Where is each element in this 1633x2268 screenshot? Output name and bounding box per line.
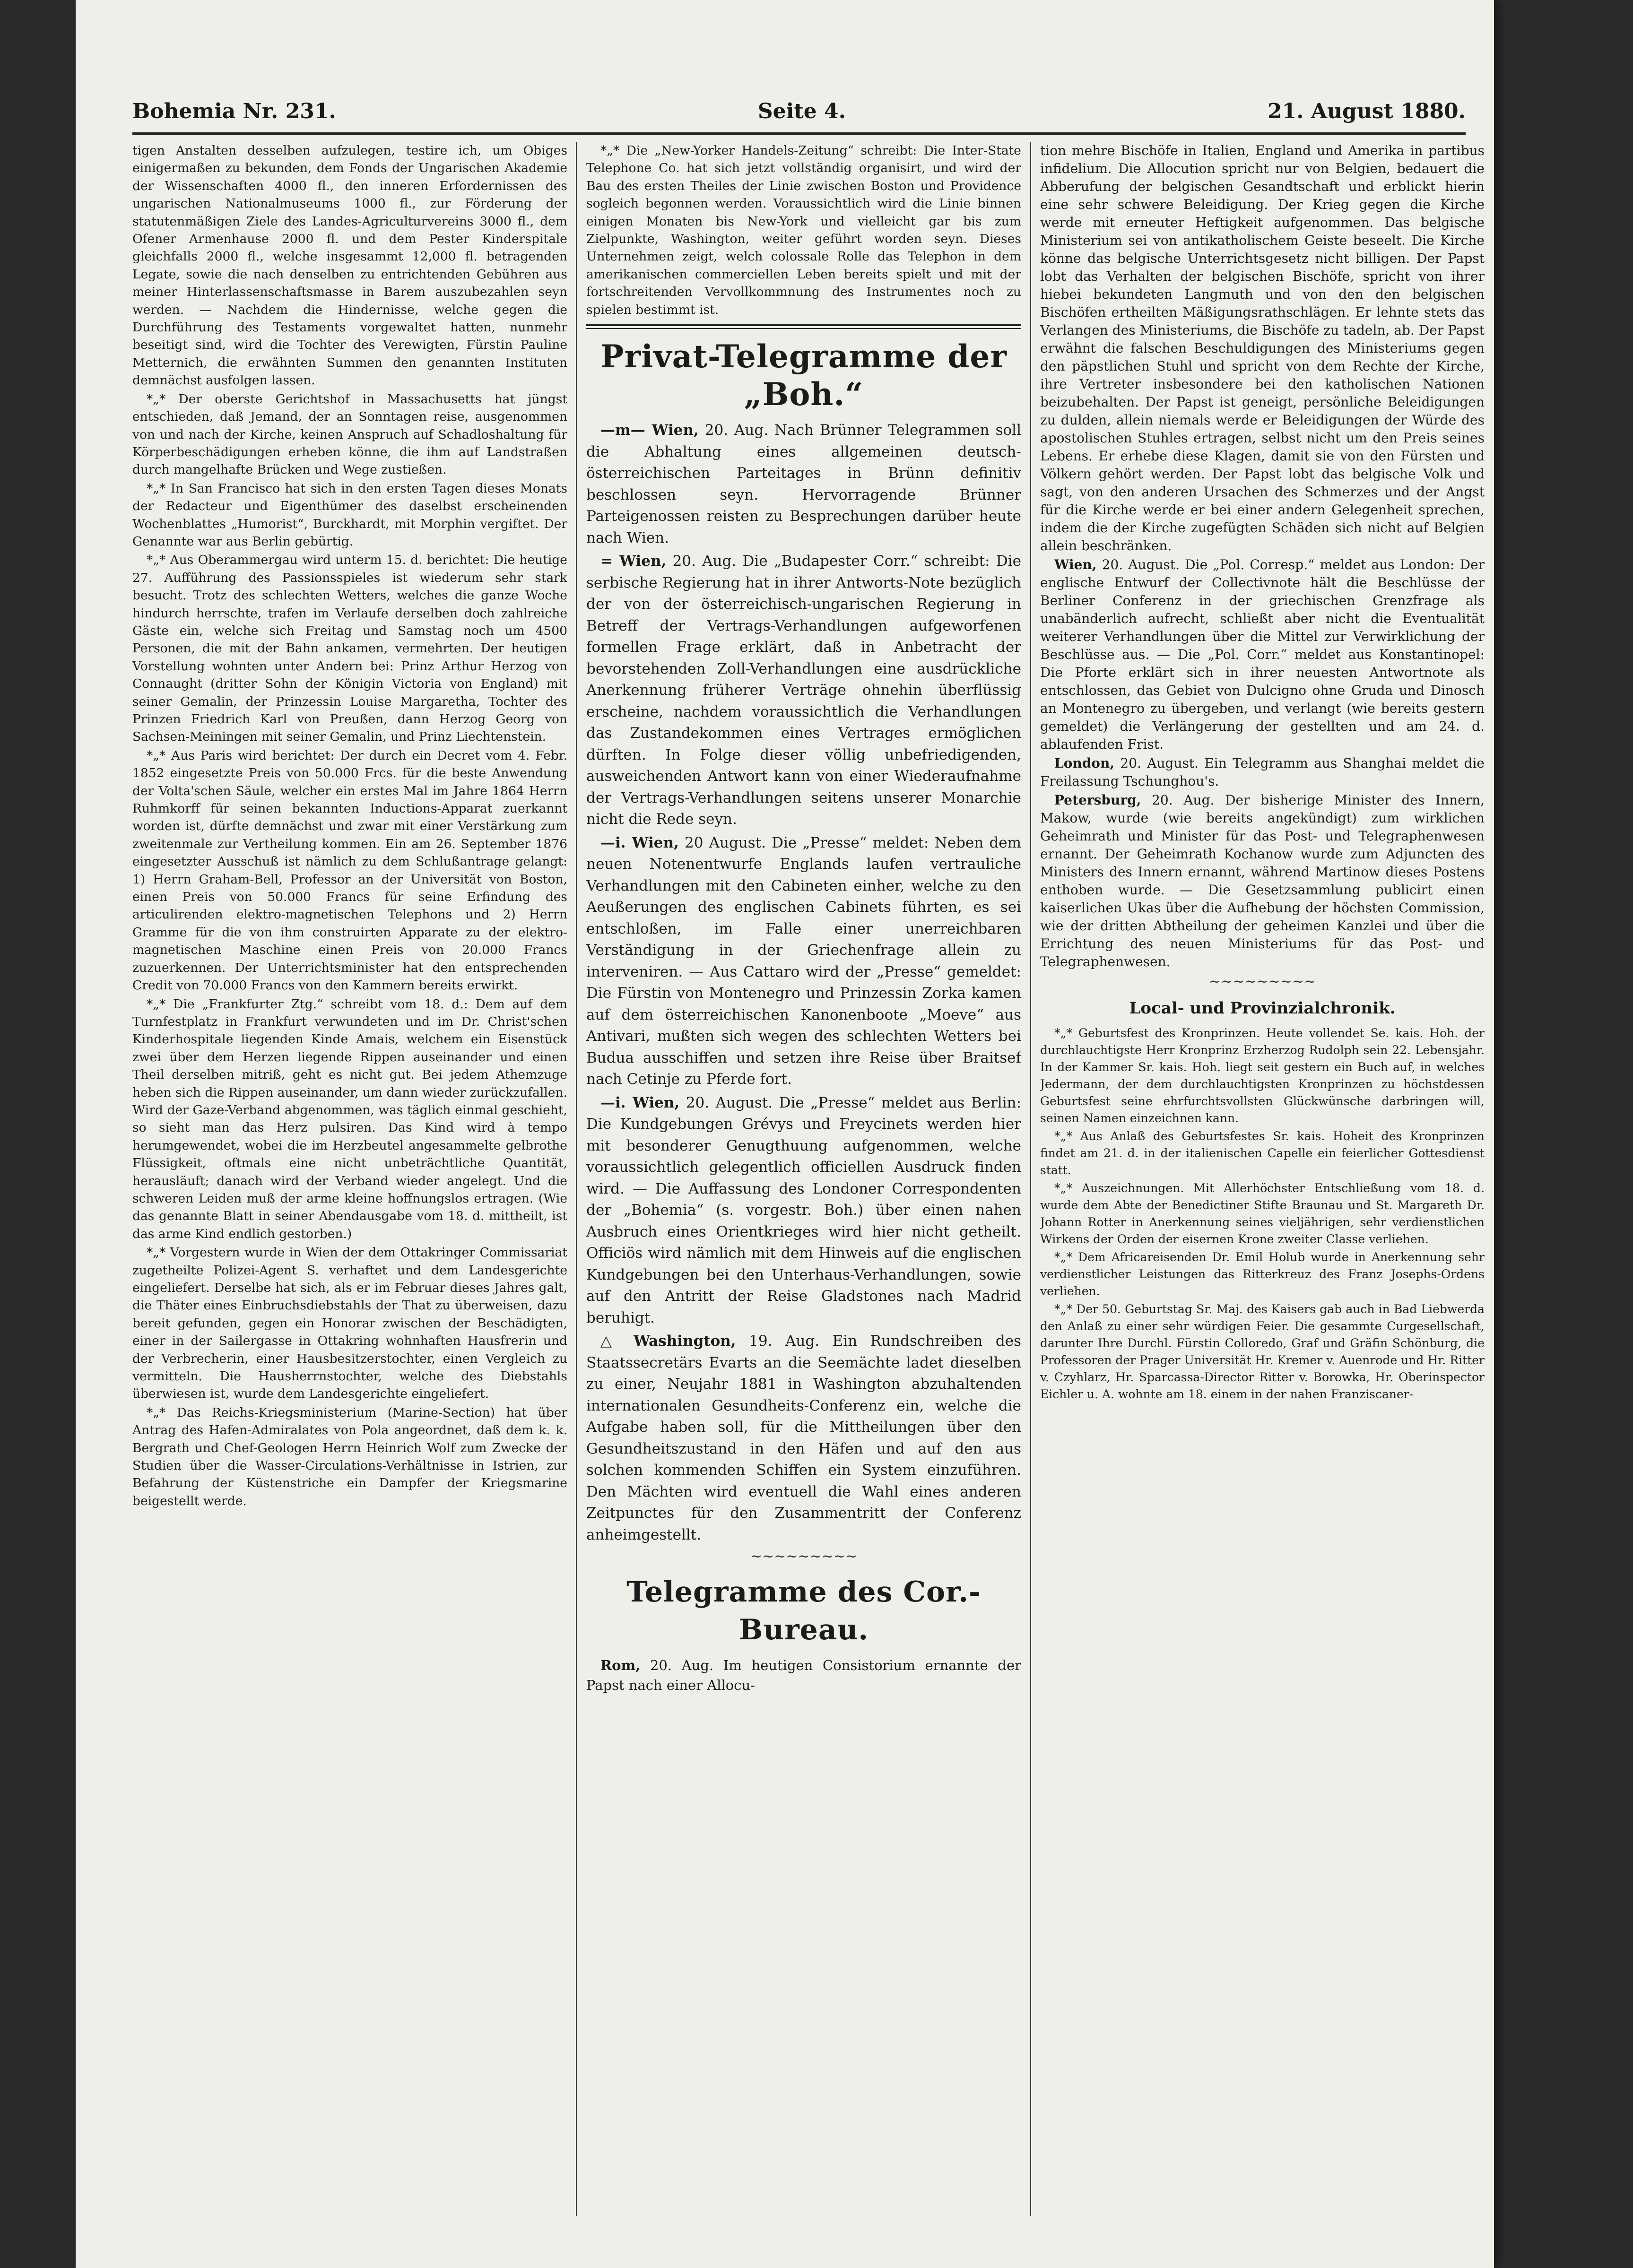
page-header [132,90,1466,132]
header-page-number: Seite 4. [757,99,846,123]
section-rule [586,324,1021,326]
column-3 [1040,142,1485,2225]
ornament-divider: ~~~~~~~~~ [750,1548,858,1565]
telegram-text: 20. August. Ein Telegramm aus Shanghai meldet die Freilassung Tschunghou's. [1040,755,1485,789]
article-text: tion mehre Bischöfe in Italien, England und Amerika in partibus infidelium. Die Allocution spricht nur von Belgien, bedauert die Abberufung der belgischen Gesandtschaft und erblickt hierin eine sehr schwere Beleidigung. Der Krieg gegen die Kirche werde mit erneuter Heftigkeit aufgenommen. Das belgische Ministerium sei von antikatholischem Geiste beseelt. Die Kirche könne das belgische Unterrichtsgesetz nicht billigen. Der Papst lobt das Verhalten der belgischen Bischöfe, spricht von ihrer hiebei bekundeten Langmuth und von den den belgischen Bischöfen ertheilten Mäßigungsrathschlägen. Er lehnte stets das Verlangen des Ministeriums, die Bischöfe zu tadeln, ab. Der Papst erwähnt die falschen Beschuldigungen des Ministeriums gegen den päpstlichen Stuhl und spricht von dem Rechte der Kirche, ihre Vertreter insbesondere bei den katholischen Nationen beizubehalten. Der Papst ist geneigt, persönliche Beleidigungen zu dulden, allein niemals werde er Beleidigungen der Würde des apostolischen Stuhles ertragen, selbst nicht um den Preis seines Lebens. Er erhebe diese Klagen, damit sie von den Fürsten und Völkern gehört werden. Der Papst lobt das belgische Volk und sagt, von den anderen Ursachen des Schmerzes und der Angst für die Kirche werde er bei einer andern Gelegenheit sprechen, indem die der Kirche zugefügten Schäden sich nicht auf Belgien allein beschränken. [1040,143,1485,554]
telegram-dateline: △ Washington, [600,1333,736,1350]
telegram-dateline: Wien, [1054,557,1097,572]
article-text: tigen Anstalten desselben aufzulegen, testire ich, um Obiges einigermaßen zu bekunden, dem Fonds der Ungarischen Akademie der Wissenschaften 4000 fl., den inneren Erfordernissen des ungarischen Nationalmuseums 1000 fl., zur Förderung der statutenmäßigen Ziele des Landes-Agriculturvereins 3000 fl., dem Ofener Armenhause 2000 fl. und dem Pester Kinderspitale gleichfalls 2000 fl., welche insgesammt 12,000 fl. betragenden Legate, sowie die nach denselben zu entrichtenden Gebühren aus meiner Hinterlassenschaftsmasse in Barem auszubezahlen seyn werden. — Nachdem die Hindernisse, welche gegen die Durchführung des Testaments vorgewaltet hatten, nunmehr beseitigt sind, wird die Tochter des Verewigten, Fürstin Pauline Metternich, die erwähnten Summen den genannten Instituten demnächst ausfolgen lassen. [132,143,567,388]
telegram-text: 20 August. Die „Presse“ meldet: Neben dem neuen Notenentwurfe Englands laufen vertrauliche Verhandlungen mit den Cabineten einher, welche zu den Aeußerungen des englischen Cabinets führten, es sei entschloßen, im Falle einer unerreichbaren Verständigung in der Griechenfrage allein zu interveniren. — Aus Cattaro wird der „Presse“ gemeldet: Die Fürstin von Montenegro und Prinzessin Zorka kamen auf dem österreichischen Kanonenboote „Moeve“ aus Antivari, mußten sich wegen des schlechten Wetters bei Budua ausschiffen und setzen ihre Reise über Braitsef nach Cetinje zu Pferde fort. [586,834,1021,1088]
ornament-divider: ~~~~~~~~~ [1208,973,1316,990]
telegram-dateline: —i. Wien, [600,1094,680,1111]
telegram-item [586,832,1021,1091]
header-rule [132,132,1466,135]
local-news-item: *„* Aus Anlaß des Geburtsfestes Sr. kais. Hoheit des Kronprinzen findet am 21. d. in der italienischen Capelle ein feierlicher Gottesdienst statt. [1040,1129,1485,1177]
section-headline-cor-bureau: Telegramme des Cor.-Bureau. [626,1575,981,1647]
local-news-item: *„* Dem Africareisenden Dr. Emil Holub wurde in Anerkennung sehr verdienstlicher Leistungen das Ritterkreuz des Franz Josephs-Ordens verliehen. [1040,1250,1485,1298]
article-text [1040,556,1485,753]
article-text: *„* In San Francisco hat sich in den ersten Tagen dieses Monats der Redacteur und Eigenthümer des daselbst erscheinenden Wochenblattes „Humorist“, Burckhardt, mit Morphin vergiftet. Der Genannte war aus Berlin gebürtig. [132,481,567,549]
telegram-item [586,420,1021,549]
article-text: *„* Aus Paris wird berichtet: Der durch ein Decret vom 4. Febr. 1852 eingesetzte Preis von 50.000 Frcs. für die beste Anwendung der Volta'schen Säule, welcher ein erstes Mal im Jahre 1864 Herrn Ruhmkorff für seinen bekannten Inductions-Apparat zuerkannt worden ist, dürfte demnächst und zwar mit einer Verstärkung zum zweitenmale zur Vertheilung kommen. Ein am 26. September 1876 eingesetzter Ausschuß ist nämlich zu dem Schlußantrage gelangt: 1) Herrn Graham-Bell, Professor an der Universität von Boston, einen Preis von 50.000 Francs für seine Erfindung des articulirenden elektro-magnetischen Telephons und 2) Herrn Gramme für die von ihm construirten Apparate zu der elektro-magnetischen Maschine einen Preis von 20.000 Francs zuzuerkennen. Der Unterrichtsminister hat den entsprechenden Credit von 70.000 Francs von den Kammern bereits erwirkt. [132,748,567,993]
section-headline-local-chronicle: Local- und Provinzialchronik. [1129,999,1396,1018]
telegram-block [586,420,1021,1546]
local-news-item: *„* Geburtsfest des Kronprinzen. Heute vollendet Se. kais. Hoh. der durchlauchtigste Herr Kronprinz Erzherzog Rudolph sein 22. Lebensjahr. In der Kammer Sr. kais. Hoh. liegt seit gestern ein Buch auf, in welches Jedermann, der dem durchlauchtigsten Kronprinzen zu höchstdessen Geburtsfest seine ehrfurchtsvollsten Glückwünsche darbringen will, seinen Namen einzeichnen kann. [1040,1026,1485,1125]
article-text [1040,791,1485,971]
section-rule [586,328,1021,329]
article-text: *„* Die „Frankfurter Ztg.“ schreibt vom 18. d.: Dem auf dem Turnfestplatz in Frankfurt verwundeten und im Dr. Christ'schen Kinderhospitale liegenden Kinde Amais, welchem ein Eisenstück zwei über dem Herzen liegende Rippen auseinander und einen Theil derselben mitriß, geht es nicht gut. Bei jedem Athemzuge heben sich die Rippen auseinander, um dann wieder zurückzufallen. Wird der Gaze-Verband abgenommen, was täglich einmal geschieht, so sieht man das Herz pulsiren. Das Kind wird à tempo herumgewendet, wobei die im Herzbeutel angesammelte gelbrothe Flüssigkeit, oftmals eine nicht unbeträchtliche Quantität, herausläuft; danach wird der Verband wieder angelegt. Und die schweren Leiden muß der arme kleine hoffnungslos ertragen. (Wie das genannte Blatt in seiner Abendausgabe vom 18. d. mittheilt, ist das arme Kind endlich gestorben.) [132,996,567,1241]
telegram-item [586,551,1021,831]
telegram-dateline: London, [1054,755,1115,771]
telegram-text: 20. August. Die „Pol. Corresp.“ meldet aus London: Der englische Entwurf der Collectivnote hält die Beschlüsse der Berliner Conferenz in der griechischen Grenzfrage als unabänderlich aufrecht, schließt aber nicht die Eventualität weiterer Verhandlungen über die Mittel zur Verwirklichung der Beschlüsse aus. — Die „Pol. Corr.“ meldet aus Konstantinopel: Die Pforte erklärt sich in ihrer neuesten Antwortnote als entschlossen, das Gebiet von Dulcigno ohne Gruda und Dinosch an Montenegro zu übergeben, und verlangt (wie bereits gestern gemeldet) die Verlängerung der gestellten und am 24. d. ablaufenden Frist. [1040,557,1485,752]
column-divider-2 [1030,142,1031,2216]
newspaper-page [76,0,1494,2268]
local-news-item: *„* Der 50. Geburtstag Sr. Maj. des Kaisers gab auch in Bad Liebwerda den Anlaß zu einer sehr würdigen Feier. Die gesammte Curgesellschaft, darunter Ihre Durchl. Fürstin Colloredo, Graf und Gräfin Schönburg, die Professoren der Prager Universität Hr. Kremer v. Auenrode und Hr. Ritter v. Czyhlarz, Hr. Sparcassa-Director Ritter v. Borowka, Hr. Oberinspector Eichler u. A. wohnte am 18. einem in der nahen Franziscaner- [1040,1302,1485,1401]
header-date: 21. August 1880. [1268,99,1466,123]
telegram-item [586,1331,1021,1546]
telegram-text: 20. Aug. Im heutigen Consistorium ernannte der Papst nach einer Allocu- [586,1657,1021,1694]
telegram-text: 20. Aug. Die „Budapester Corr.“ schreibt: Die serbische Regierung hat in ihrer Antworts-Note bezüglich der von der österreichisch-ungarischen Regierung in Betreff der Vertrags-Verhandlungen aufgeworfenen formellen Frage erklärt, daß in Anbetracht der bevorstehenden Zoll-Verhandlungen eine ausdrückliche Anerkennung früherer Verträge ohnehin überflüssig erscheine, nachdem voraussichtlich die Verhandlungen das Zustandekommen eines Vertrages ermöglichen dürften. In Folge dieser völlig unbefriedigenden, ausweichenden Antwort kann von einer Wiederaufnahme der Vertrags-Verhandlungen seitens unserer Monarchie nicht die Rede seyn. [586,553,1021,828]
telegram-text: 20. August. Die „Presse“ meldet aus Berlin: Die Kundgebungen Grévys und Freycinets werden hier mit besonderer Genugthuung aufgenommen, welche voraussichtlich gelegentlich officiellen Ausdruck finden wird. — Die Auffassung des Londoner Correspondenten der „Bohemia“ (s. vorgestr. Boh.) über einen nahen Ausbruch eines Orientkrieges wird hier nicht getheilt. Officiös wird nämlich mit dem Hinweis auf die englischen Kundgebungen bei den Unterhaus-Verhandlungen, sowie auf den Antritt der Reise Gladstones nach Madrid beruhigt. [586,1094,1021,1326]
article-text: *„* Aus Oberammergau wird unterm 15. d. berichtet: Die heutige 27. Aufführung des Passionsspieles ist wiederum sehr stark besucht. Trotz des schlechten Wetters, welches die ganze Woche hindurch herrschte, trafen im Verlaufe derselben doch zahlreiche Gäste ein, welche sich Freitag und Samstag noch um 4500 Personen, die mit der Bahn ankamen, vermehrten. Der heutigen Vorstellung wohnten unter Andern bei: Prinz Arthur Herzog von Connaught (dritter Sohn der Königin Victoria von England) mit seiner Gemalin, der Prinzessin Louise Margaretha, Tochter des Prinzen Friedrich Karl von Preußen, dann Herzog Georg von Sachsen-Meiningen mit seiner Gemalin, und Prinz Liechtenstein. [132,553,567,744]
telegram-dateline: = Wien, [600,553,667,570]
telegram-dateline: Petersburg, [1054,792,1141,808]
telegram-item [586,1092,1021,1329]
header-issue: Bohemia Nr. 231. [132,99,336,123]
column-divider-1 [576,142,577,2216]
telegram-text: 20. Aug. Nach Brünner Telegrammen soll die Abhaltung eines allgemeinen deutsch-österreichischen Parteitages in Brünn definitiv beschlossen seyn. Hervorragende Brünner Parteigenossen reisten zu Besprechungen darüber heute nach Wien. [586,422,1021,546]
telegram-text: 19. Aug. Ein Rundschreiben des Staatssecretärs Evarts an die Seemächte ladet dieselben zu einer, Neujahr 1881 in Washington abzuhaltenden internationalen Gesundheits-Conferenz ein, welche die Aufgabe haben soll, für die Mittheilungen über den Gesundheitszustand in den Häfen und auf den aus solchen kommenden Schiffen ein System einzuführen. Den Mächten wird eventuell die Wahl eines anderen Zeitpunctes für den Zusammentritt der Conferenz anheimgestellt. [586,1333,1021,1543]
article-text: *„* Das Reichs-Kriegsministerium (Marine-Section) hat über Antrag des Hafen-Admiralates von Pola angeordnet, daß dem k. k. Bergrath und Chef-Geologen Herrn Heinrich Wolf zum Zwecke der Studien über die Wasser-Circulations-Verhältnisse in Istrien, zur Befahrung der Küstenstriche ein Dampfer der Kriegsmarine beigestellt werde. [132,1405,567,1508]
article-text: *„* Die „New-Yorker Handels-Zeitung“ schreibt: Die Inter-State Telephone Co. hat sich jetzt vollständig organisirt, und wird der Bau des ersten Theiles der Linie zwischen Boston und Providence sogleich begonnen werden. Voraussichtlich wird die Linie binnen einigen Monaten bis New-York und vielleicht gar bis zum Zielpunkte, Washington, weiter geführt worden seyn. Dieses Unternehmen zeigt, welch colossale Rolle das Telephon in dem amerikanischen commerciellen Leben bereits spielt und mit der fortschreitenden Vervollkommnung des Instrumentes noch zu spielen bestimmt ist. [586,143,1021,317]
telegram-text: 20. Aug. Der bisherige Minister des Innern, Makow, wurde (wie bereits angekündigt) zum wirklichen Geheimrath und Minister für das Post- und Telegraphenwesen ernannt. Der Geheimrath Kochanow wurde zum Adjuncten des Ministers des Innern ernannt, während Martinow dieses Postens enthoben wurde. — Die Gesetzsammlung publicirt einen kaiserlichen Ukas über die Aufhebung der höchsten Commission, wie der dritten Abtheilung der geheimen Kanzlei und über die Errichtung des neuen Ministeriums für das Post- und Telegraphenwesen. [1040,792,1485,970]
article-text: *„* Vorgestern wurde in Wien der dem Ottakringer Commissariat zugetheilte Polizei-Agent S. verhaftet und dem Landesgerichte eingeliefert. Derselbe hat sich, als er im Februar dieses Jahres galt, die Thäter eines Einbruchsdiebstahls der That zu überweisen, dazu bereit gefunden, gegen ein Honorar zwischen der Beschädigten, einer in der Sailergasse in Ottakring wohnhaften Hausfrerin und der Verbrecherin, einer Hausbesitzerstochter, einen Vergleich zu vermitteln. Die Hausherrnstochter, welche des Diebstahls überwiesen ist, wurde dem Landesgerichte eingeliefert. [132,1245,567,1402]
article-text: *„* Der oberste Gerichtshof in Massachusetts hat jüngst entschieden, daß Jemand, der an Sonntagen reise, ausgenommen von und nach der Kirche, keinen Anspruch auf Schadloshaltung für Körperbeschädigungen erheben könne, die ihm auf Landstraßen durch mangelhafte Brücken und Wege zustießen. [132,391,567,477]
article-text [586,1655,1021,1695]
local-news-block [1040,1025,1485,1403]
article-text [1040,754,1485,790]
telegram-dateline: —m— Wien, [600,422,699,439]
column-1 [132,142,567,2225]
section-headline-private-telegrams: Privat-Telegramme der „Boh.“ [600,338,1008,413]
column-2 [586,142,1021,2225]
local-news-item: *„* Auszeichnungen. Mit Allerhöchster Entschließung vom 18. d. wurde dem Abte der Benedictiner Stifte Braunau und St. Margareth Dr. Johann Rotter in Anerkennung seines vieljährigen, sehr verdienstlichen Wirkens der Orden der eisernen Krone zweiter Classe verliehen. [1040,1181,1485,1246]
telegram-dateline: Rom, [600,1657,641,1674]
telegram-dateline: —i. Wien, [600,834,679,851]
